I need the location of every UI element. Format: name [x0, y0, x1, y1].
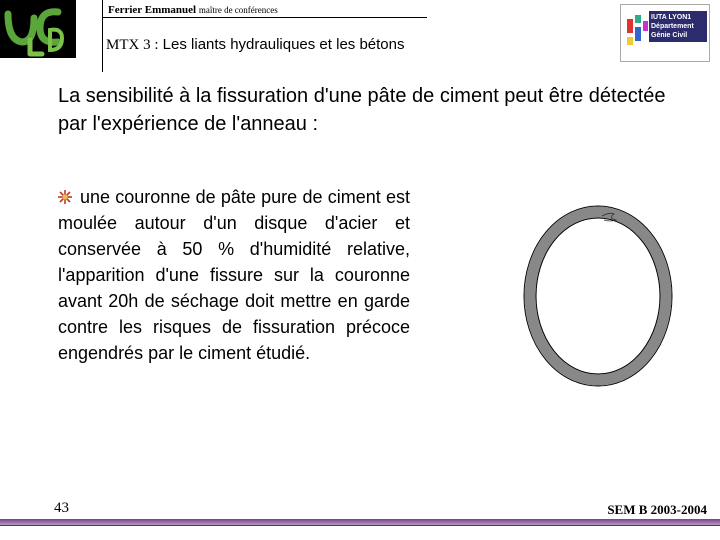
iuta-logo-line1: IUTA LYON1 [651, 14, 692, 21]
iuta-logo-line3: Génie Civil [651, 32, 688, 39]
author-role: maître de conférences [198, 5, 278, 15]
iuta-logo-badge [649, 11, 707, 42]
footer-line [0, 525, 720, 526]
ring-test-illustration [518, 198, 678, 394]
ucbl-logo [0, 0, 76, 58]
iuta-logo-line2: Département [651, 23, 694, 30]
bullet-paragraph [58, 184, 410, 366]
intro-paragraph: La sensibilité à la fissuration d'une pâte de ciment peut être détectée par l'expérience de l'anneau : [58, 85, 666, 135]
iuta-logo [620, 4, 710, 62]
header-horizontal-divider [102, 17, 427, 18]
ucbl-logo-text: UCBL [38, 4, 52, 10]
page-number: 43 [54, 500, 69, 516]
author-name: Ferrier Emmanuel [108, 4, 197, 16]
session-code: SEM B 2003-2004 [607, 502, 707, 517]
star-bullet-icon [58, 185, 72, 199]
course-title-line [106, 36, 405, 54]
header-vertical-divider [102, 0, 103, 72]
author-line [108, 4, 278, 16]
course-code: MTX 3 : [106, 37, 159, 53]
course-title: Les liants hydrauliques et les bétons [162, 36, 405, 53]
bullet-text: une couronne de pâte pure de ciment est moulée autour d'un disque d'acier et conservée à 50 % d'humidité relative, l'apparition d'une fissure sur la couronne avant 20h de séchage doit mettre en garde contre les risques de fissuration précoce engendrés par le ciment étudié. [58, 187, 410, 363]
